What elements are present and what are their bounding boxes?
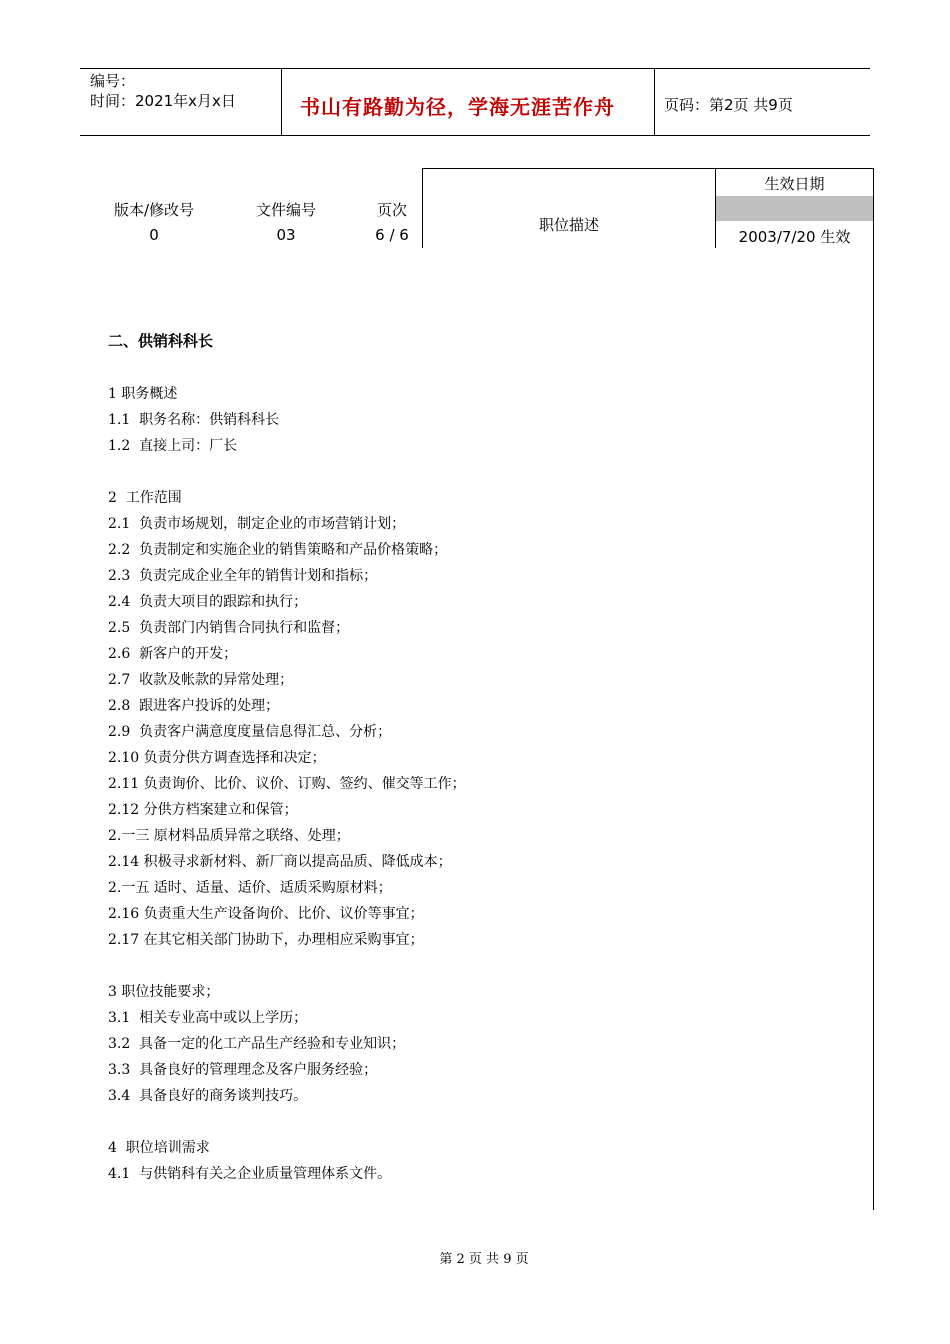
effective-date-label: 生效日期 [764,175,825,193]
body-line: 1.2 直接上司：厂长 [108,438,238,454]
body-line: 3.2 具备一定的化工产品生产经验和专业知识； [108,1036,406,1052]
body-line: 2.2 负责制定和实施企业的销售策略和产品价格策略； [108,542,448,558]
page-footer: 第 2 页 共 9 页 [439,1252,529,1267]
header-bottom-border [80,135,870,136]
body-line: 1.1 职务名称：供销科科长 [108,412,280,428]
header-divider-left [281,68,282,136]
body-line: 2.8 跟进客户投诉的处理； [108,698,280,714]
effective-date-value: 2003/7/20 生效 [738,228,851,246]
body-line: 2 工作范围 [108,490,182,506]
body-line: 3 职位技能要求； [108,984,220,1000]
body-line: 2.7 收款及帐款的异常处理； [108,672,294,688]
section-title: 二、供销科科长 [108,332,214,350]
info-top-border [422,168,874,169]
body-line: 2.14 积极寻求新材料、新厂商以提高品质、降低成本； [108,854,452,870]
file-number-value: 03 [276,226,296,244]
body-line: 2.5 负责部门内销售合同执行和监督； [108,620,350,636]
body-line: 2.16 负责重大生产设备询价、比价、议价等事宜； [108,906,424,922]
effective-date-shade [716,196,873,221]
header-divider-right [654,68,655,136]
page-count-label: 页次 [376,201,407,219]
version-value: 0 [149,226,159,244]
body-line: 2.6 新客户的开发； [108,646,238,662]
body-line: 2.1 负责市场规划，制定企业的市场营销计划； [108,516,406,532]
version-label: 版本/修改号 [113,201,195,219]
document-number-label: 编号： [90,72,136,90]
body-line: 3.1 相关专业高中或以上学历； [108,1010,308,1026]
body-line: 2.11 负责询价、比价、议价、订购、签约、催交等工作； [108,776,466,792]
body-line: 2.12 分供方档案建立和保管； [108,802,298,818]
body-line: 2.17 在其它相关部门协助下，办理相应采购事宜； [108,932,424,948]
file-number-label: 文件编号 [255,201,316,219]
page-right-border [873,168,874,1210]
body-line: 1 职务概述 [108,386,178,402]
body-line: 2.一三 原材料品质异常之联络、处理； [108,828,350,844]
page-count-value: 6 / 6 [375,226,409,244]
document-date-label: 时间：2021年x月x日 [90,92,236,110]
body-line: 2.一五 适时、适量、适价、适质采购原材料； [108,880,392,896]
body-line: 4 职位培训需求 [108,1140,210,1156]
body-line: 2.3 负责完成企业全年的销售计划和指标； [108,568,378,584]
header-page-number: 页码：第2页 共9页 [664,96,793,114]
body-line: 2.4 负责大项目的跟踪和执行； [108,594,308,610]
body-line: 4.1 与供销科有关之企业质量管理体系文件。 [108,1166,392,1182]
body-line: 2.9 负责客户满意度度量信息得汇总、分析； [108,724,392,740]
body-line: 3.4 具备良好的商务谈判技巧。 [108,1088,308,1104]
motto: 书山有路勤为径，学海无涯苦作舟 [300,95,615,119]
header-top-border [80,68,870,69]
body-line: 3.3 具备良好的管理理念及客户服务经验； [108,1062,378,1078]
body-line: 2.10 负责分供方调查选择和决定； [108,750,326,766]
document-title: 职位描述 [538,216,599,234]
